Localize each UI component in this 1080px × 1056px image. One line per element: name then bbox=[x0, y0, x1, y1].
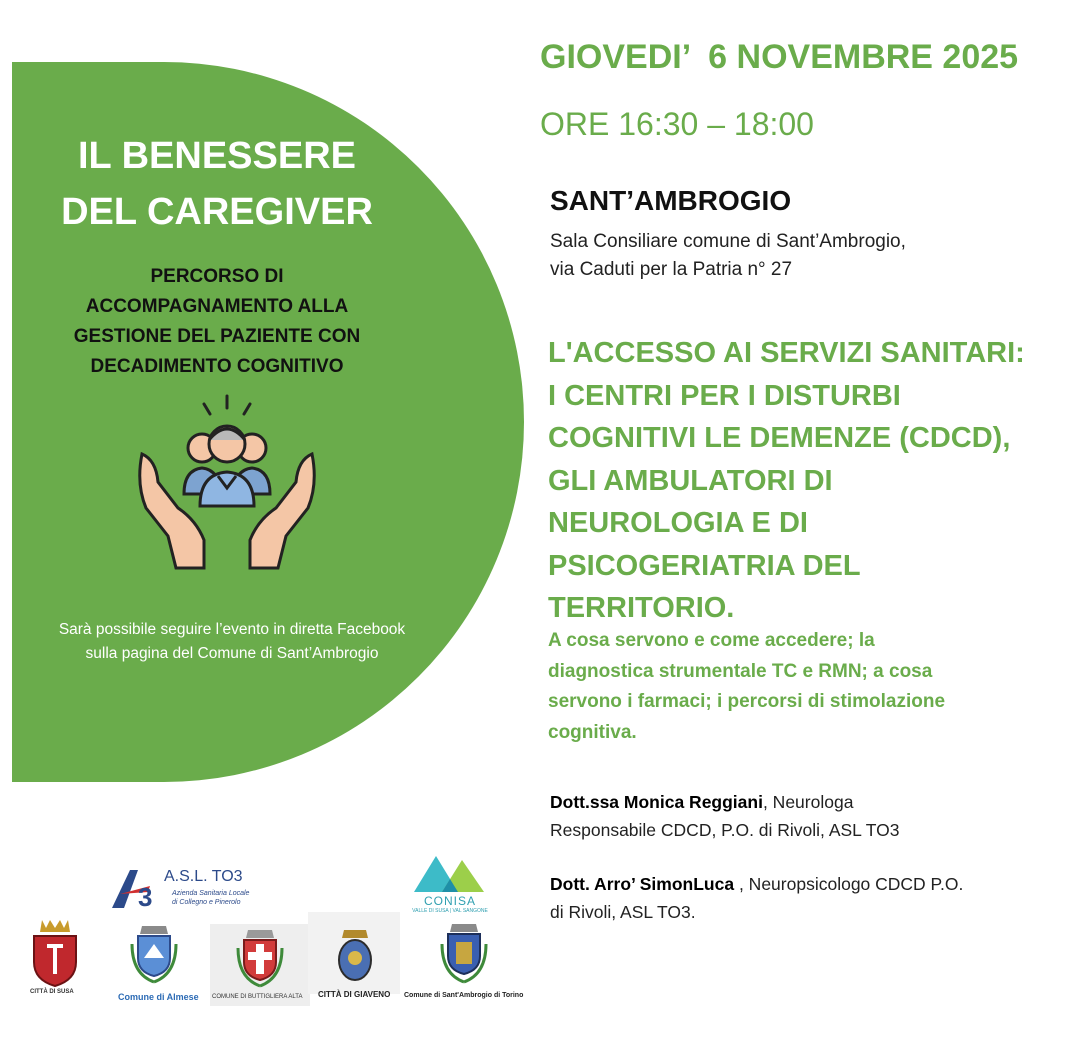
topic-line: COGNITIVI LE DEMENZE (CDCD), bbox=[548, 422, 1011, 454]
topic-line: NEUROLOGIA E DI bbox=[548, 507, 808, 539]
title-line-1: IL BENESSERE bbox=[77, 135, 357, 177]
topic-line: I CENTRI PER I DISTURBI bbox=[548, 379, 901, 412]
buttigliera-caption: COMUNE DI BUTTIGLIERA ALTA bbox=[212, 994, 303, 1000]
event-venue: SANT’AMBROGIO bbox=[550, 185, 792, 216]
event-date: GIOVEDI’ 6 NOVEMBRE 2025 bbox=[540, 38, 1019, 76]
topic-line: PSICOGERIATRIA DEL bbox=[548, 549, 861, 582]
asl-emblem-icon bbox=[110, 866, 160, 912]
giaveno-caption: CITTÀ DI GIAVENO bbox=[318, 990, 391, 999]
title-line-2: DEL CAREGIVER bbox=[61, 191, 373, 233]
event-title bbox=[12, 128, 422, 240]
conisa-triangles-icon bbox=[412, 852, 488, 894]
speaker-1 bbox=[550, 788, 1070, 844]
speaker-affiliation: di Rivoli, ASL TO3. bbox=[550, 902, 696, 922]
svg-text:3: 3 bbox=[138, 882, 153, 912]
topic-description bbox=[548, 626, 1068, 748]
event-time: ORE 16:30 – 18:00 bbox=[540, 106, 814, 142]
susa-caption: CITTÀ DI SUSA bbox=[30, 989, 74, 995]
speaker-affiliation: Responsabile CDCD, P.O. di Rivoli, ASL TO3 bbox=[550, 820, 900, 840]
asl-to3-logo bbox=[110, 866, 260, 916]
speaker-role: , Neurologa bbox=[762, 792, 854, 812]
subtitle-line: PERCORSO DI bbox=[150, 266, 284, 287]
event-subtitle bbox=[12, 262, 422, 382]
description-line: servono i farmaci; i percorsi di stimolazione bbox=[548, 691, 946, 712]
event-address bbox=[550, 228, 1070, 284]
conisa-subtitle: VALLE DI SUSA | VAL SANGONE bbox=[412, 908, 488, 914]
address-line-2: via Caduti per la Patria n° 27 bbox=[550, 259, 793, 280]
speaker-2 bbox=[550, 870, 1070, 926]
description-line: A cosa servono e come accedere; la bbox=[548, 630, 875, 651]
speaker-name: Dott. Arro’ SimonLuca bbox=[550, 874, 739, 894]
santambrogio-coat-of-arms-icon bbox=[440, 922, 488, 984]
description-line: diagnostica strumentale TC e RMN; a cosa bbox=[548, 660, 933, 682]
topic-line: GLI AMBULATORI DI bbox=[548, 464, 833, 497]
facebook-live-note bbox=[12, 618, 452, 666]
topic-line: TERRITORIO. bbox=[548, 592, 735, 624]
speaker-role: , Neuropsicologo CDCD P.O. bbox=[738, 874, 964, 894]
subtitle-line: ACCOMPAGNAMENTO ALLA bbox=[85, 296, 349, 317]
facebook-note-line-1: Sarà possibile seguire l’evento in diretta Facebook bbox=[58, 621, 406, 638]
topic-heading bbox=[548, 332, 1068, 630]
caregiver-hands-icon bbox=[132, 392, 322, 582]
almese-coat-of-arms-icon bbox=[128, 924, 180, 984]
address-line-1: Sala Consiliare comune di Sant’Ambrogio, bbox=[550, 231, 906, 252]
subtitle-line: GESTIONE DEL PAZIENTE CON bbox=[73, 326, 361, 347]
asl-subtitle-1: Azienda Sanitaria Locale bbox=[172, 890, 250, 897]
facebook-note-line-2: sulla pagina del Comune di Sant’Ambrogio bbox=[85, 645, 379, 662]
asl-subtitle-2: di Collegno e Pinerolo bbox=[172, 899, 241, 906]
subtitle-line: DECADIMENTO COGNITIVO bbox=[90, 356, 344, 377]
buttigliera-coat-of-arms-icon bbox=[234, 928, 286, 988]
topic-line: L'ACCESSO AI SERVIZI SANITARI: bbox=[548, 337, 1025, 369]
santambrogio-caption: Comune di Sant'Ambrogio di Torino bbox=[404, 992, 524, 999]
conisa-title: CONISA bbox=[423, 894, 476, 908]
giaveno-coat-of-arms-icon bbox=[334, 928, 376, 984]
speaker-name: Dott.ssa Monica Reggiani bbox=[550, 792, 763, 812]
description-line: cognitiva. bbox=[548, 721, 637, 743]
susa-coat-of-arms-icon bbox=[30, 918, 80, 988]
asl-title: A.S.L. TO3 bbox=[164, 868, 243, 885]
almese-caption: Comune di Almese bbox=[118, 992, 199, 1002]
conisa-logo bbox=[410, 852, 490, 916]
